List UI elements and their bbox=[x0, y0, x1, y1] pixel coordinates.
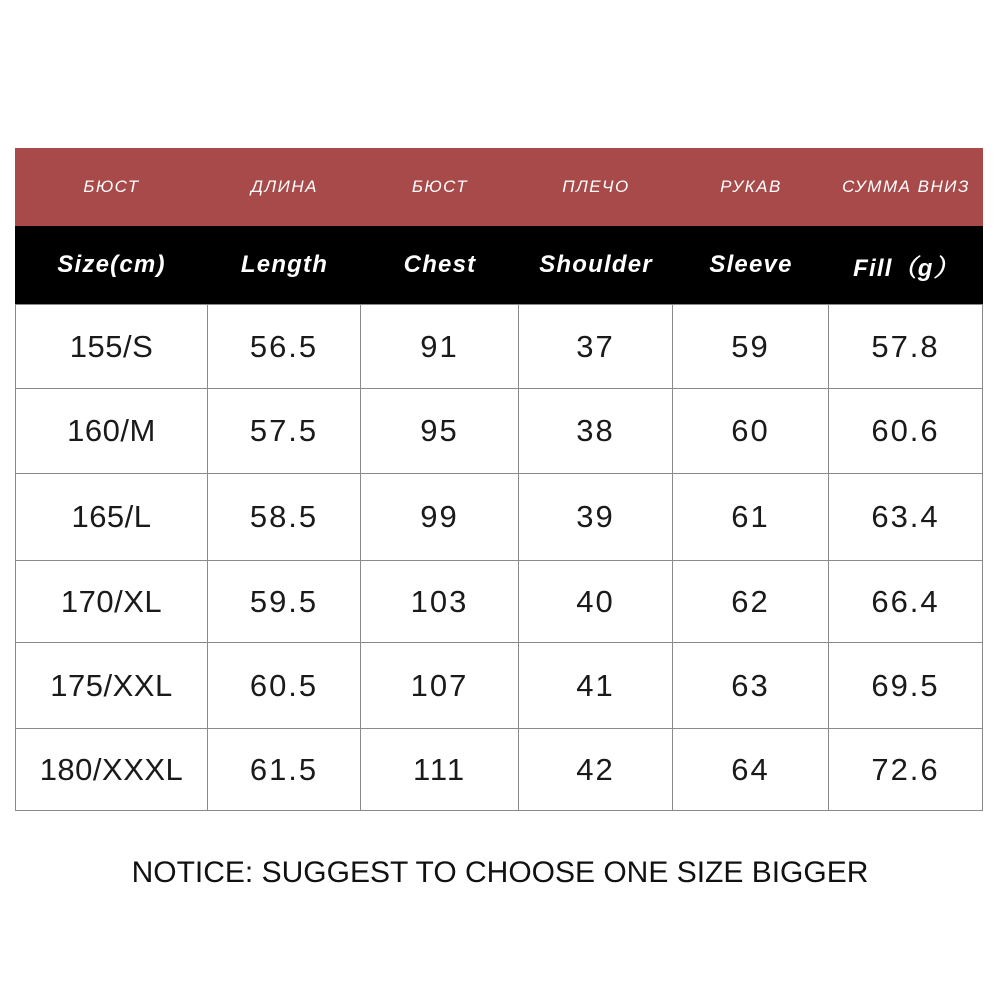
sleeve-cell: 64 bbox=[673, 729, 829, 810]
size-chart bbox=[15, 148, 983, 811]
size-notice: NOTICE: SUGGEST TO CHOOSE ONE SIZE BIGGER bbox=[131, 856, 869, 889]
shoulder-cell: 40 bbox=[519, 561, 673, 642]
fill-cell: 63.4 bbox=[829, 474, 983, 560]
table-row bbox=[15, 305, 983, 389]
ru-header-cell: БЮСТ bbox=[83, 177, 140, 196]
table-row bbox=[15, 561, 983, 643]
shoulder-cell: 41 bbox=[519, 643, 673, 728]
en-header-cell: Shoulder bbox=[539, 251, 653, 278]
en-header-cell: Chest bbox=[403, 251, 477, 278]
fill-cell: 72.6 bbox=[829, 729, 983, 810]
chest-cell: 103 bbox=[361, 561, 519, 642]
chest-cell: 99 bbox=[361, 474, 519, 560]
size-cell: 165/L bbox=[15, 474, 208, 560]
size-table-body bbox=[15, 304, 983, 811]
ru-header-cell: ДЛИНА bbox=[251, 177, 318, 196]
chest-cell: 95 bbox=[361, 389, 519, 473]
size-cell: 160/M bbox=[15, 389, 208, 473]
en-header-cell: Length bbox=[240, 251, 329, 278]
table-row bbox=[15, 389, 983, 474]
fill-cell: 60.6 bbox=[829, 389, 983, 473]
size-cell: 155/S bbox=[15, 305, 208, 388]
size-cell: 175/XXL bbox=[15, 643, 208, 728]
fill-cell: 57.8 bbox=[829, 305, 983, 388]
russian-header-row bbox=[15, 148, 983, 226]
english-header-row bbox=[15, 226, 983, 304]
ru-header-cell: РУКАВ bbox=[720, 177, 782, 196]
length-cell: 59.5 bbox=[208, 561, 361, 642]
ru-header-cell: БЮСТ bbox=[411, 177, 469, 196]
en-header-cell: Fill（g） bbox=[853, 254, 959, 282]
length-cell: 60.5 bbox=[208, 643, 361, 728]
fill-cell: 69.5 bbox=[829, 643, 983, 728]
length-cell: 61.5 bbox=[208, 729, 361, 810]
size-cell: 180/XXXL bbox=[15, 729, 208, 810]
shoulder-cell: 38 bbox=[519, 389, 673, 473]
shoulder-cell: 39 bbox=[519, 474, 673, 560]
ru-header-cell: СУММА ВНИЗ bbox=[842, 177, 970, 196]
sleeve-cell: 62 bbox=[673, 561, 829, 642]
chest-cell: 111 bbox=[361, 729, 519, 810]
sleeve-cell: 59 bbox=[673, 305, 829, 388]
en-header-cell: Size(cm) bbox=[57, 251, 166, 278]
sleeve-cell: 61 bbox=[673, 474, 829, 560]
length-cell: 58.5 bbox=[208, 474, 361, 560]
shoulder-cell: 37 bbox=[519, 305, 673, 388]
table-row bbox=[15, 729, 983, 811]
fill-cell: 66.4 bbox=[829, 561, 983, 642]
chest-cell: 91 bbox=[361, 305, 519, 388]
ru-header-cell: ПЛЕЧО bbox=[562, 177, 630, 196]
sleeve-cell: 60 bbox=[673, 389, 829, 473]
chest-cell: 107 bbox=[361, 643, 519, 728]
table-row bbox=[15, 643, 983, 729]
sleeve-cell: 63 bbox=[673, 643, 829, 728]
length-cell: 57.5 bbox=[208, 389, 361, 473]
en-header-cell: Sleeve bbox=[709, 251, 793, 278]
shoulder-cell: 42 bbox=[519, 729, 673, 810]
size-cell: 170/XL bbox=[15, 561, 208, 642]
table-row bbox=[15, 474, 983, 561]
length-cell: 56.5 bbox=[208, 305, 361, 388]
